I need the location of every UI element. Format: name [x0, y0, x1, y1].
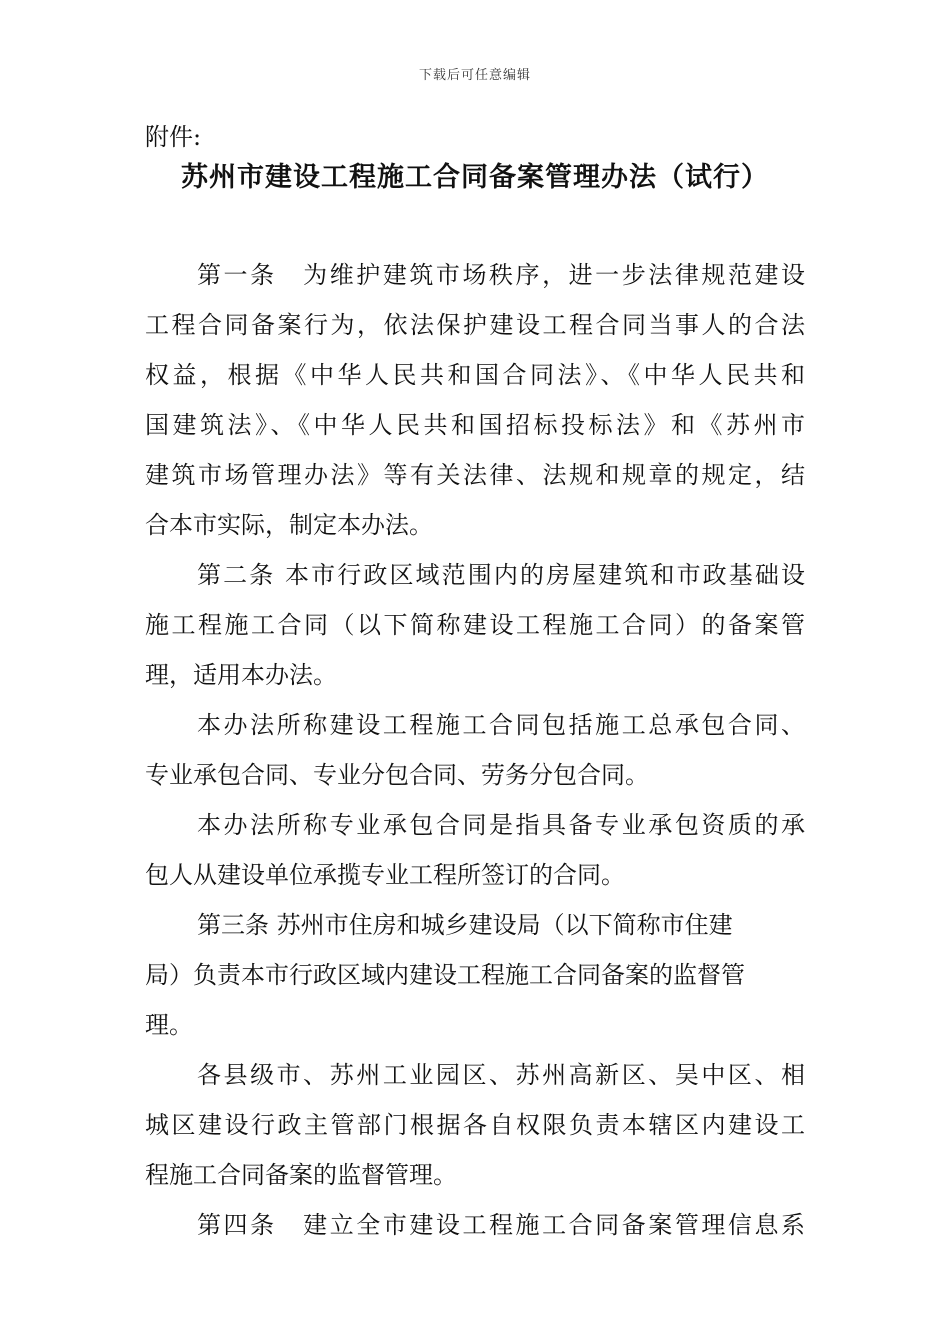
text-line: 第二条 本市行政区域范围内的房屋建筑和市政基础设	[197, 561, 805, 589]
text-line: 第四条 建立全市建设工程施工合同备案管理信息系	[197, 1211, 805, 1239]
text-line: 各县级市、苏州工业园区、苏州高新区、吴中区、相	[197, 1061, 805, 1089]
text-line: 本办法所称专业承包合同是指具备专业承包资质的承	[197, 811, 805, 839]
text-line: 理，适用本办法。	[145, 661, 337, 689]
text-line: 专业承包合同、专业分包合同、劳务分包合同。	[145, 761, 649, 789]
document-title: 苏州市建设工程施工合同备案管理办法（试行）	[181, 162, 769, 193]
text-line: 合本市实际，制定本办法。	[145, 511, 433, 539]
text-line: 国建筑法》、《中华人民共和国招标投标法》和《苏州市	[145, 411, 805, 439]
text-line: 第三条 苏州市住房和城乡建设局（以下简称市住建	[197, 911, 733, 939]
document-body	[145, 250, 805, 1250]
text-line: 理。	[145, 1011, 193, 1039]
text-line: 第一条 为维护建筑市场秩序，进一步法律规范建设	[197, 261, 805, 289]
text-line: 施工程施工合同（以下简称建设工程施工合同）的备案管	[145, 611, 805, 639]
text-line: 本办法所称建设工程施工合同包括施工总承包合同、	[197, 711, 805, 739]
text-line: 局）负责本市行政区域内建设工程施工合同备案的监督管	[145, 961, 745, 989]
text-line: 工程合同备案行为，依法保护建设工程合同当事人的合法	[145, 311, 805, 339]
text-line: 程施工合同备案的监督管理。	[145, 1161, 457, 1189]
text-line: 权益，根据《中华人民共和国合同法》、《中华人民共和	[145, 361, 805, 389]
header-note: 下载后可任意编辑	[418, 68, 531, 83]
text-line: 建筑市场管理办法》等有关法律、法规和规章的规定，结	[145, 461, 805, 489]
attachment-label: 附件:	[145, 123, 202, 151]
text-line: 城区建设行政主管部门根据各自权限负责本辖区内建设工	[145, 1111, 805, 1139]
text-line: 包人从建设单位承揽专业工程所签订的合同。	[145, 861, 625, 889]
